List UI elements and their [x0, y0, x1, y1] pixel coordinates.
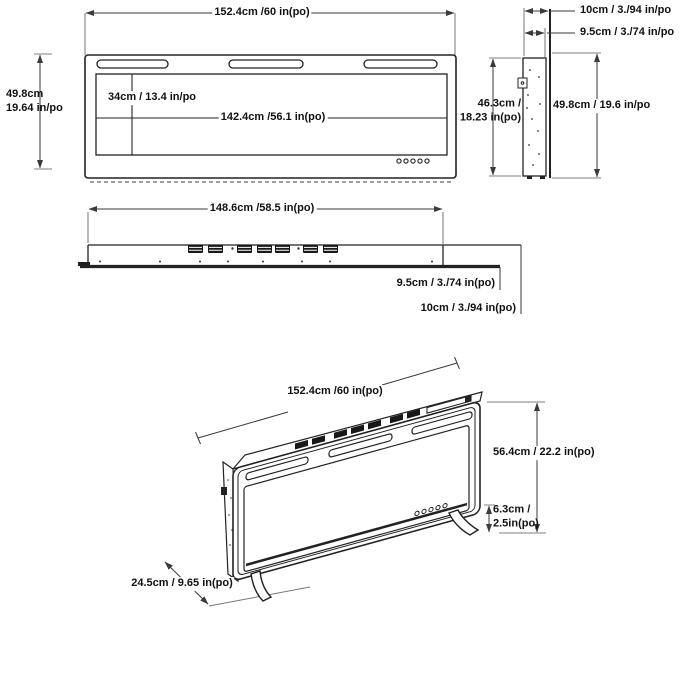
bottom-view-drawing: [78, 209, 521, 314]
bottom-depth-total-label: 10cm / 3./94 in(po): [420, 302, 516, 315]
front-width-label: 152.4cm /60 in(po): [214, 6, 310, 19]
front-inner-width-label: 142.4cm /56.1 in(po): [220, 111, 326, 124]
perspective-feet-label: [491, 503, 541, 531]
perspective-base-depth-label: 24.5cm / 9.65 in(po): [131, 577, 233, 590]
perspective-feet-label-line2: 2.5in(po): [493, 517, 539, 529]
side-height-body-label-line2: 18.23 in(po): [459, 111, 521, 123]
front-height-label-line1: 49.8cm: [6, 88, 44, 100]
side-body: [523, 58, 546, 176]
perspective-feet-label-line1: 6.3cm /: [493, 503, 531, 516]
side-height-body-label-line1: 46.3cm /: [477, 97, 521, 110]
side-height-total-label: 49.8cm / 19.6 in/po: [553, 99, 651, 112]
bottom-vent-louvers: [188, 245, 338, 254]
unit-front-face: [233, 393, 480, 581]
bottom-screw-marks: [99, 261, 433, 263]
left-side-latch: [221, 487, 227, 495]
side-depth-total-label: 10cm / 3./94 in/po: [580, 4, 672, 17]
side-height-body-label: [441, 97, 523, 125]
front-inner-offset-label: 34cm / 13.4 in/po: [107, 91, 197, 104]
side-latch: [518, 78, 527, 88]
front-height-label: [4, 88, 65, 116]
side-depth-body-label: 9.5cm / 3./74 in/po: [580, 26, 675, 39]
front-view-drawing: [34, 13, 456, 182]
perspective-width-label: 152.4cm /60 in(po): [287, 385, 383, 398]
bottom-depth-body-label: 9.5cm / 3./74 in(po): [396, 277, 495, 290]
left-foot: [251, 571, 271, 601]
front-height-label-line2: 19.64 in/po: [6, 101, 63, 114]
perspective-height-label: 56.4cm / 22.2 in(po): [493, 446, 595, 459]
bottom-width-label: 148.6cm /58.5 in(po): [209, 202, 315, 215]
